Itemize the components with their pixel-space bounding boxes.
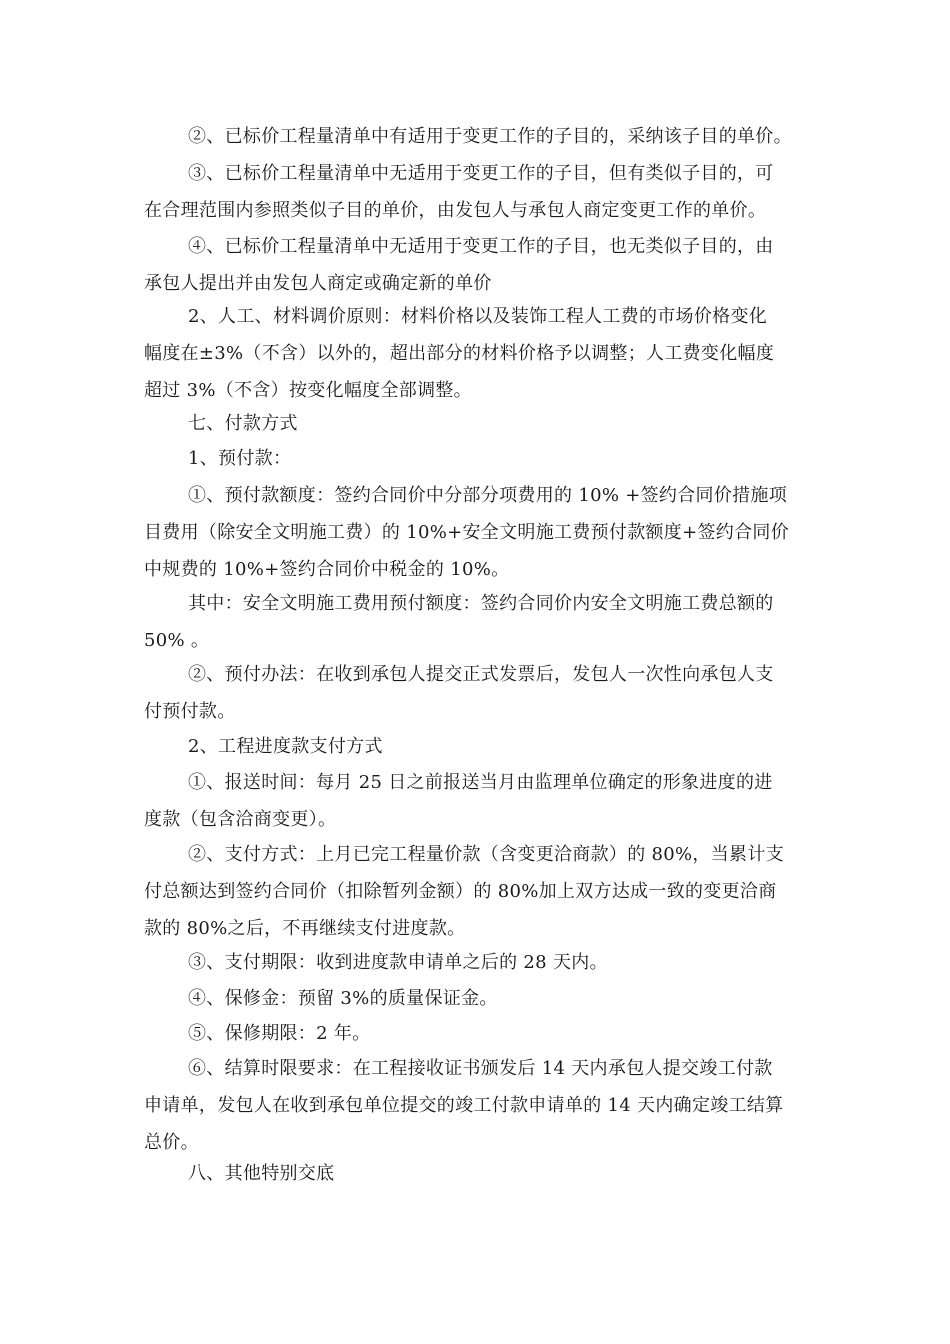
heading-progress-payment (144, 728, 814, 765)
text-line: ①、报送时间：每月 25 日之前报送当月由监理单位确定的形象进度的进 (188, 772, 773, 793)
text-line: ③、已标价工程量清单中无适用于变更工作的子目，但有类似子目的，可 (188, 163, 774, 184)
text-line: ④、保修金：预留 3%的质量保证金。 (188, 988, 498, 1009)
paragraph-warranty-deposit (144, 980, 814, 1017)
text-line: 超过 3%（不含）按变化幅度全部调整。 (144, 380, 472, 401)
paragraph-unit-price-applicable (144, 118, 814, 155)
paragraph-payment-term (144, 944, 814, 981)
paragraph-submission-time (144, 764, 814, 838)
text-line: ③、支付期限：收到进度款申请单之后的 28 天内。 (188, 952, 608, 973)
text-line: ④、已标价工程量清单中无适用于变更工作的子目，也无类似子目的，由 (188, 236, 774, 257)
paragraph-advance-amount (144, 477, 814, 588)
text-line: 申请单，发包人在收到承包单位提交的竣工付款申请单的 14 天内确定竣工结算 (144, 1095, 784, 1116)
text-line: ②、预付办法：在收到承包人提交正式发票后，发包人一次性向承包人支 (188, 664, 774, 685)
paragraph-unit-price-similar (144, 155, 814, 229)
paragraph-warranty-period (144, 1015, 814, 1052)
text-line: ②、已标价工程量清单中有适用于变更工作的子目的，采纳该子目的单价。 (188, 126, 792, 147)
text-line: ①、预付款额度：签约合同价中分部分项费用的 10% +签约合同价措施项 (188, 485, 788, 506)
text-line: 其中：安全文明施工费用预付额度：签约合同价内安全文明施工费总额的 (188, 593, 774, 614)
paragraph-advance-method (144, 656, 814, 730)
paragraph-price-adjustment (144, 298, 814, 409)
paragraph-payment-mode (144, 836, 814, 947)
text-line: 度款（包含洽商变更）。 (144, 809, 337, 830)
heading-payment-method (144, 405, 814, 442)
heading-advance-payment (144, 440, 814, 477)
text-line: 总价。 (144, 1132, 199, 1153)
text-line: 八、其他特别交底 (188, 1163, 335, 1184)
text-line: 付总额达到签约合同价（扣除暂列金额）的 80%加上双方达成一致的变更洽商 (144, 881, 777, 902)
text-line: ⑤、保修期限：2 年。 (188, 1023, 371, 1044)
text-line: 目费用（除安全文明施工费）的 10%+安全文明施工费预付款额度+签约合同价 (144, 522, 789, 543)
text-line: ②、支付方式：上月已完工程量价款（含变更洽商款）的 80%，当累计支 (188, 844, 784, 865)
text-line: 承包人提出并由发包人商定或确定新的单价 (144, 273, 492, 294)
text-line: 2、工程进度款支付方式 (188, 736, 383, 757)
text-line: 款的 80%之后，不再继续支付进度款。 (144, 918, 466, 939)
text-line: 50% 。 (144, 630, 210, 651)
paragraph-unit-price-new (144, 228, 814, 302)
paragraph-safety-fee (144, 585, 814, 659)
text-line: 在合理范围内参照类似子目的单价，由发包人与承包人商定变更工作的单价。 (144, 200, 767, 221)
text-line: 七、付款方式 (188, 413, 298, 434)
text-line: ⑥、结算时限要求：在工程接收证书颁发后 14 天内承包人提交竣工付款 (188, 1058, 773, 1079)
text-line: 1、预付款： (188, 448, 292, 469)
text-line: 幅度在±3%（不含）以外的，超出部分的材料价格予以调整；人工费变化幅度 (144, 343, 775, 364)
text-line: 付预付款。 (144, 701, 236, 722)
paragraph-settlement-deadline (144, 1050, 814, 1161)
heading-special-notes (144, 1155, 814, 1192)
text-line: 2、人工、材料调价原则：材料价格以及装饰工程人工费的市场价格变化 (188, 306, 768, 327)
text-line: 中规费的 10%+签约合同价中税金的 10%。 (144, 559, 510, 580)
